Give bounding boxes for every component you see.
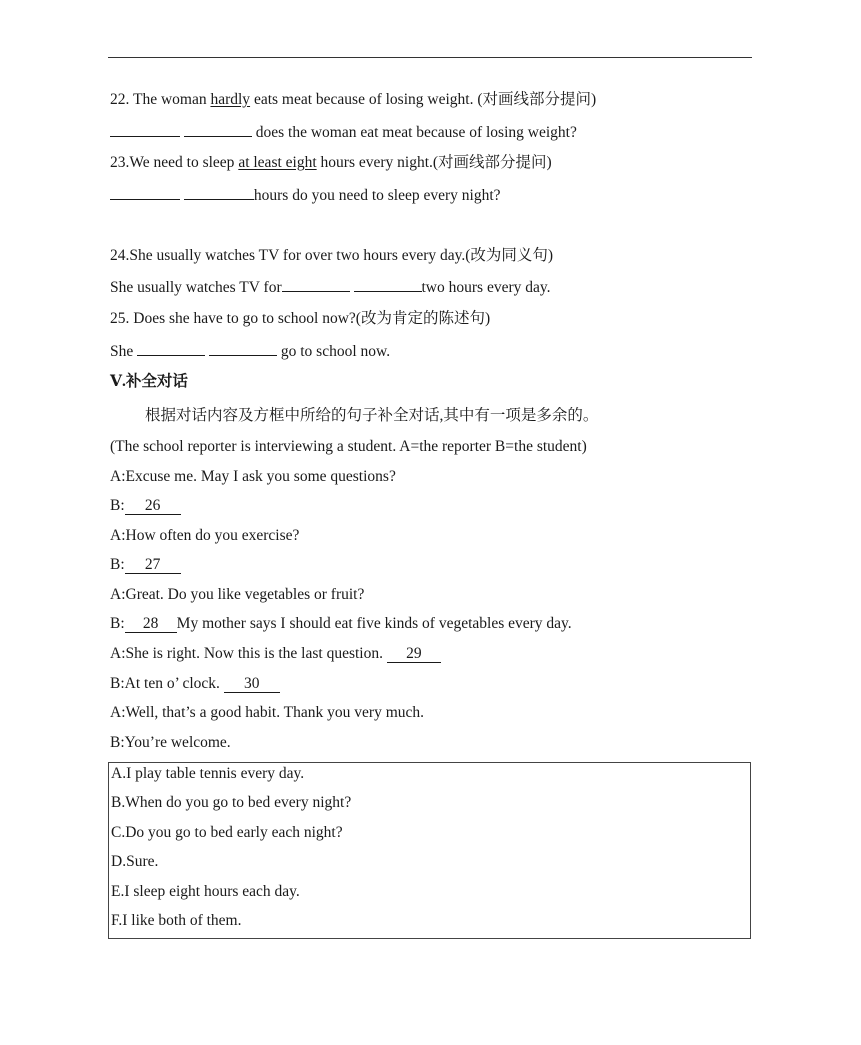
dialogue-line [110,496,181,516]
q22-prompt [110,90,596,110]
q24-text-a: She usually watches TV for [110,279,282,296]
dialogue-line: A:Excuse me. May I ask you some questions? [110,468,396,485]
q22-answer [110,122,577,143]
speaker-label: B: [110,497,125,514]
option-d: D.Sure. [111,853,159,870]
blank-number[interactable]: 26 [125,498,181,515]
q22-answer-text: does the woman eat meat because of losing weight? [251,124,577,141]
dialogue-line: A:Great. Do you like vegetables or fruit? [110,586,365,603]
answer-blank[interactable] [137,341,205,356]
blank-number[interactable]: 28 [125,616,177,633]
speaker-label: B: [110,556,125,573]
answer-blank[interactable] [184,185,254,200]
q24-text-b: two hours every day. [421,279,551,296]
blank-number[interactable]: 29 [387,646,441,663]
dialogue-text: My mother says I should eat five kinds of vegetables every day. [176,615,572,632]
dialogue-line [110,555,181,575]
q25-answer [110,341,390,362]
answer-blank[interactable] [110,122,180,137]
q23-answer [110,185,501,206]
answer-blank[interactable] [110,185,180,200]
section-instruction: 根据对话内容及方框中所给的句子补全对话,其中有一项是多余的。 [145,407,599,424]
speaker-label: B: [110,615,125,632]
answer-blank[interactable] [184,122,252,137]
answer-blank[interactable] [282,277,350,292]
blank-number[interactable]: 27 [125,557,181,574]
dialogue-text: B:At ten o’ clock. [110,675,224,692]
q23-text-b: hours every night.(对画线部分提问) [316,154,552,171]
dialogue-line [110,674,280,694]
option-a: A.I play table tennis every day. [111,765,305,782]
answer-blank[interactable] [209,341,277,356]
answer-blank[interactable] [354,277,422,292]
section-heading: Ⅴ.补全对话 [110,373,188,390]
q23-answer-text: hours do you need to sleep every night? [253,187,501,204]
q25-prompt: 25. Does she have to go to school now?(改为肯定的陈述句) [110,310,491,327]
dialogue-line [110,614,572,634]
q23-prompt [110,153,552,173]
dialogue-text: A:She is right. Now this is the last question. [110,645,387,662]
q25-text-b: go to school now. [277,343,391,360]
q24-prompt: 24.She usually watches TV for over two hours every day.(改为同义句) [110,247,554,264]
q22-text-b: eats meat because of losing weight. (对画线部分提问) [250,91,597,108]
q25-text-a: She [110,343,138,360]
q23-underlined: at least eight [238,154,317,171]
option-f: F.I like both of them. [111,912,242,929]
option-b: B.When do you go to bed every night? [111,794,352,811]
dialogue-line: A:How often do you exercise? [110,527,300,544]
option-e: E.I sleep eight hours each day. [111,883,300,900]
blank-number[interactable]: 30 [224,676,280,693]
options-box [108,762,751,939]
q23-text-a: 23.We need to sleep [110,154,239,171]
dialogue-line: B:You’re welcome. [110,734,231,751]
header-rule [108,57,752,58]
section-context: (The school reporter is interviewing a student. A=the reporter B=the student) [110,438,587,455]
q22-text-a: 22. The woman [110,91,211,108]
option-c: C.Do you go to bed early each night? [111,824,343,841]
dialogue-line: A:Well, that’s a good habit. Thank you very much. [110,704,425,721]
q24-answer [110,277,551,298]
dialogue-line [110,644,441,664]
q22-underlined: hardly [210,91,251,108]
